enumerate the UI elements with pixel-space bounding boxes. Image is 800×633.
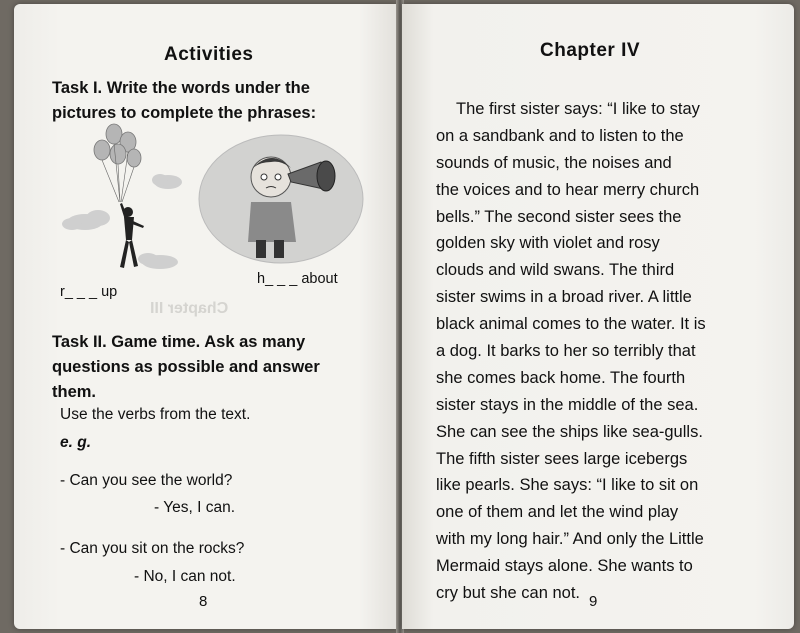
dialogue-line: - Yes, I can. bbox=[154, 499, 235, 516]
text-line: sounds of music, the noises and bbox=[436, 153, 672, 172]
text-line: one of them and let the wind play bbox=[436, 503, 679, 522]
dialogue-line: - Can you see the world? bbox=[60, 472, 233, 489]
picture-2-caption: h_ _ _ about bbox=[257, 271, 338, 287]
cloud-icon bbox=[138, 253, 178, 269]
cloud-icon bbox=[152, 174, 182, 189]
activities-heading: Activities bbox=[164, 44, 254, 65]
text-line: sister swims in a broad river. A little bbox=[436, 288, 692, 307]
text-line: golden sky with violet and rosy bbox=[436, 234, 660, 253]
instruction-text: Use the verbs from the text. bbox=[60, 406, 251, 423]
text-line: the voices and to hear merry church bbox=[436, 180, 700, 199]
task-1-line: Task I. Write the words under the bbox=[52, 79, 310, 97]
right-page bbox=[402, 4, 794, 629]
task-2-text bbox=[52, 330, 320, 405]
text-line: The first sister says: “I like to stay bbox=[456, 100, 700, 118]
task-2-line: them. bbox=[52, 383, 97, 401]
text-line: clouds and wild swans. The third bbox=[436, 261, 675, 280]
text-line: black animal comes to the water. It is bbox=[436, 315, 706, 334]
boy-illustration bbox=[196, 132, 366, 267]
picture-1-caption: r_ _ _ up bbox=[60, 284, 118, 300]
text-line: with my long hair.” And only the Little bbox=[436, 530, 704, 549]
chapter-text bbox=[436, 96, 706, 607]
cloud-icon bbox=[62, 210, 110, 230]
chapter-heading: Chapter IV bbox=[540, 40, 641, 61]
task-2-line: Task II. Game time. Ask as many bbox=[52, 333, 306, 351]
text-line: a dog. It barks to her so terribly that bbox=[436, 342, 696, 361]
dialogue-line: - No, I can not. bbox=[134, 568, 236, 585]
page-number-right: 9 bbox=[589, 593, 598, 610]
balloons-illustration bbox=[50, 122, 190, 282]
task-1-text bbox=[52, 76, 316, 126]
text-line: sister stays in the middle of the sea. bbox=[436, 395, 699, 414]
text-line: she comes back home. The fourth bbox=[436, 368, 686, 387]
text-line: The fifth sister sees large icebergs bbox=[436, 449, 688, 468]
page-number-left: 8 bbox=[199, 593, 208, 610]
text-line: bells.” The second sister sees the bbox=[436, 207, 682, 226]
text-line: like pearls. She says: “I like to sit on bbox=[436, 476, 699, 495]
text-line: on a sandbank and to listen to the bbox=[436, 126, 684, 145]
left-page bbox=[14, 4, 398, 629]
balloon-icon bbox=[94, 124, 141, 167]
bleed-through-text: Chapter III bbox=[150, 300, 229, 317]
text-line: Mermaid stays alone. She wants to bbox=[436, 557, 693, 576]
task-1-line: pictures to complete the phrases: bbox=[52, 104, 317, 122]
text-line: She can see the ships like sea-gulls. bbox=[436, 422, 703, 441]
text-line: cry but she can not. bbox=[436, 584, 580, 603]
example-label: e. g. bbox=[60, 434, 92, 451]
task-2-line: questions as possible and answer bbox=[52, 358, 320, 376]
dialogue-line: - Can you sit on the rocks? bbox=[60, 540, 245, 557]
